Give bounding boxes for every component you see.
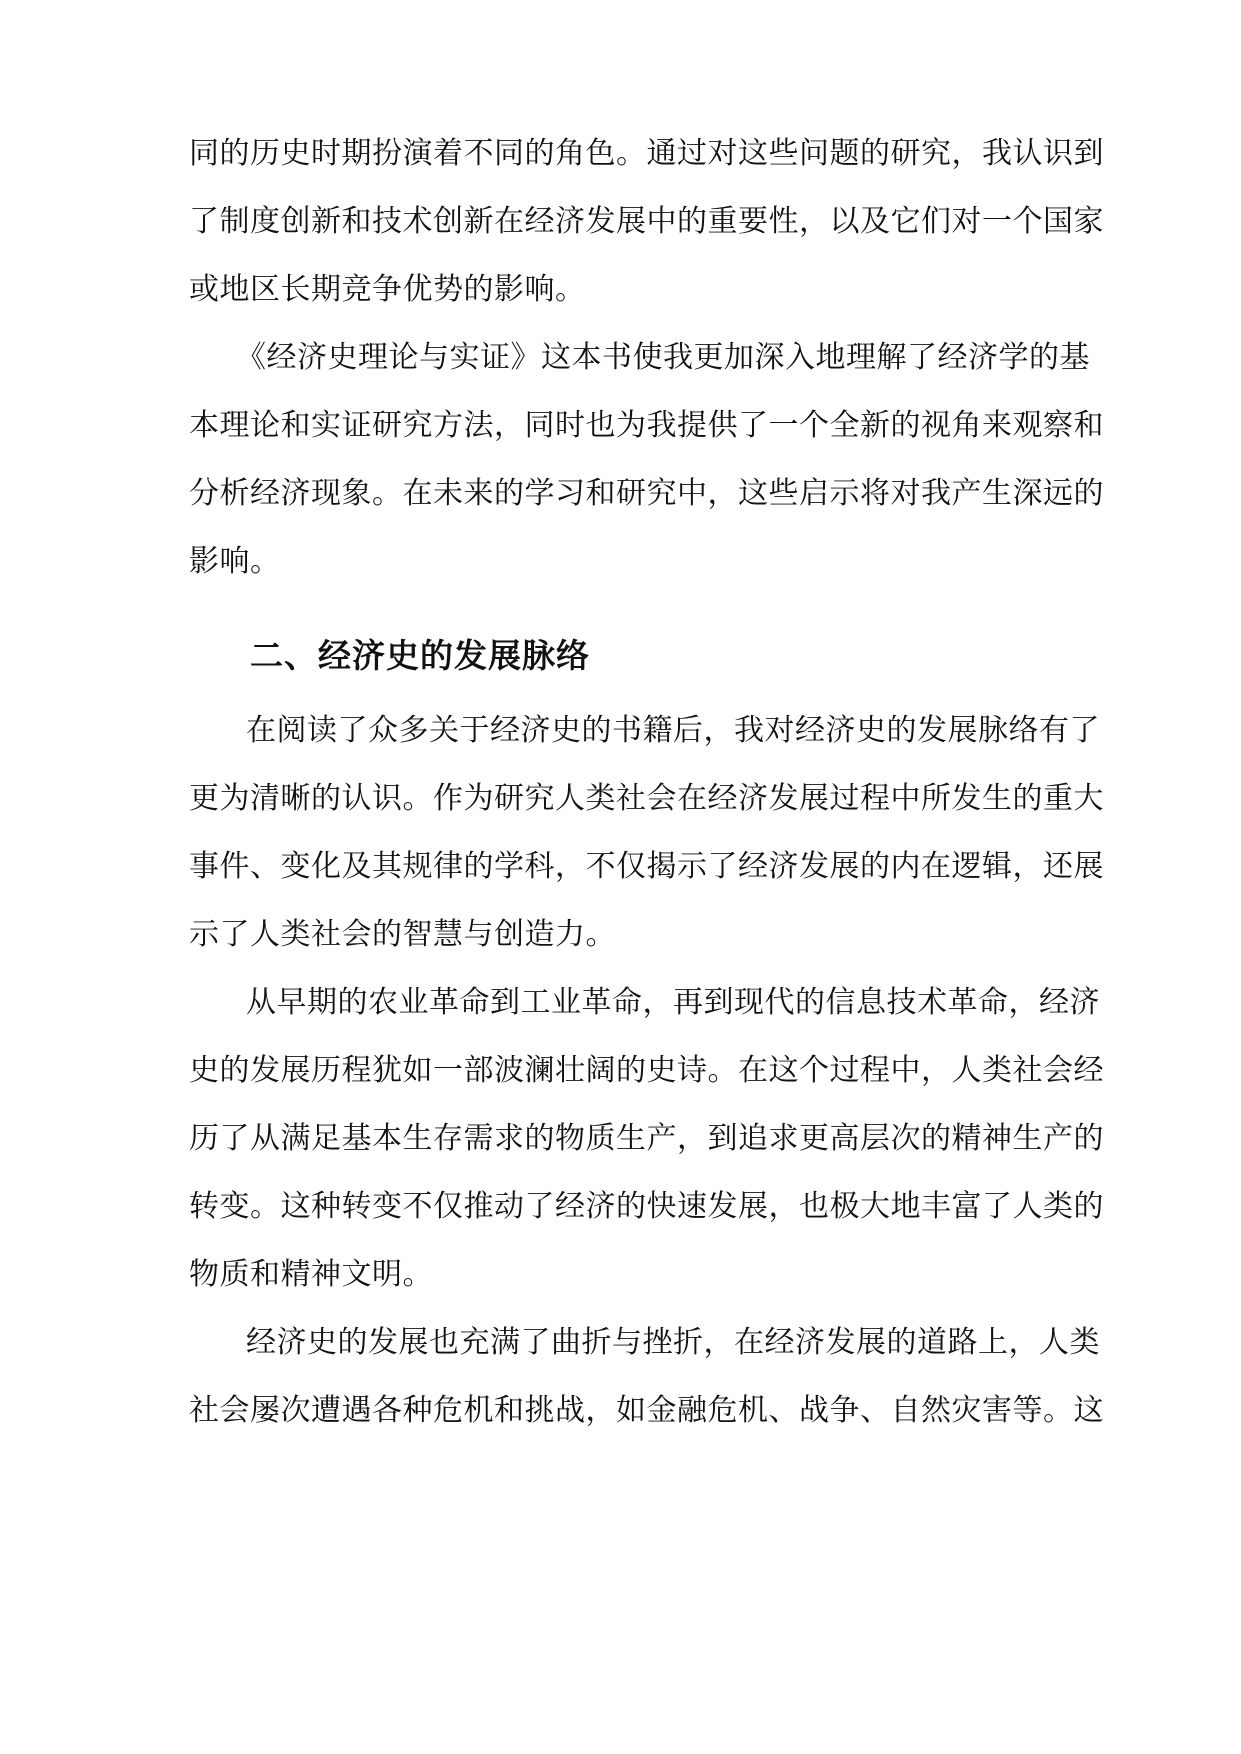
- section-heading: 二、经济史的发展脉络: [250, 636, 590, 675]
- text-line: 分析经济现象。在未来的学习和研究中，这些启示将对我产生深远的: [189, 476, 1104, 511]
- text-line: 《经济史理论与实证》这本书使我更加深入地理解了经济学的基: [236, 340, 1090, 375]
- text-line: 社会屡次遭遇各种危机和挑战，如金融危机、战争、自然灾害等。这: [189, 1393, 1104, 1428]
- text-line: 影响。: [189, 544, 281, 579]
- text-line: 历了从满足基本生存需求的物质生产，到追求更高层次的精神生产的: [189, 1121, 1104, 1156]
- text-line: 同的历史时期扮演着不同的角色。通过对这些问题的研究，我认识到: [189, 136, 1104, 171]
- text-line: 了制度创新和技术创新在经济发展中的重要性，以及它们对一个国家: [189, 204, 1104, 239]
- text-line: 经济史的发展也充满了曲折与挫折，在经济发展的道路上，人类: [246, 1325, 1100, 1360]
- text-line: 事件、变化及其规律的学科，不仅揭示了经济发展的内在逻辑，还展: [189, 849, 1104, 884]
- text-line: 从早期的农业革命到工业革命，再到现代的信息技术革命，经济: [246, 985, 1100, 1020]
- text-line: 物质和精神文明。: [189, 1257, 433, 1292]
- text-line: 在阅读了众多关于经济史的书籍后，我对经济史的发展脉络有了: [246, 713, 1100, 748]
- text-line: 转变。这种转变不仅推动了经济的快速发展，也极大地丰富了人类的: [189, 1189, 1104, 1224]
- text-line: 更为清晰的认识。作为研究人类社会在经济发展过程中所发生的重大: [189, 781, 1104, 816]
- text-line: 示了人类社会的智慧与创造力。: [189, 917, 616, 952]
- text-line: 或地区长期竞争优势的影响。: [189, 272, 586, 307]
- text-line: 史的发展历程犹如一部波澜壮阔的史诗。在这个过程中，人类社会经: [189, 1053, 1104, 1088]
- text-line: 本理论和实证研究方法，同时也为我提供了一个全新的视角来观察和: [189, 408, 1104, 443]
